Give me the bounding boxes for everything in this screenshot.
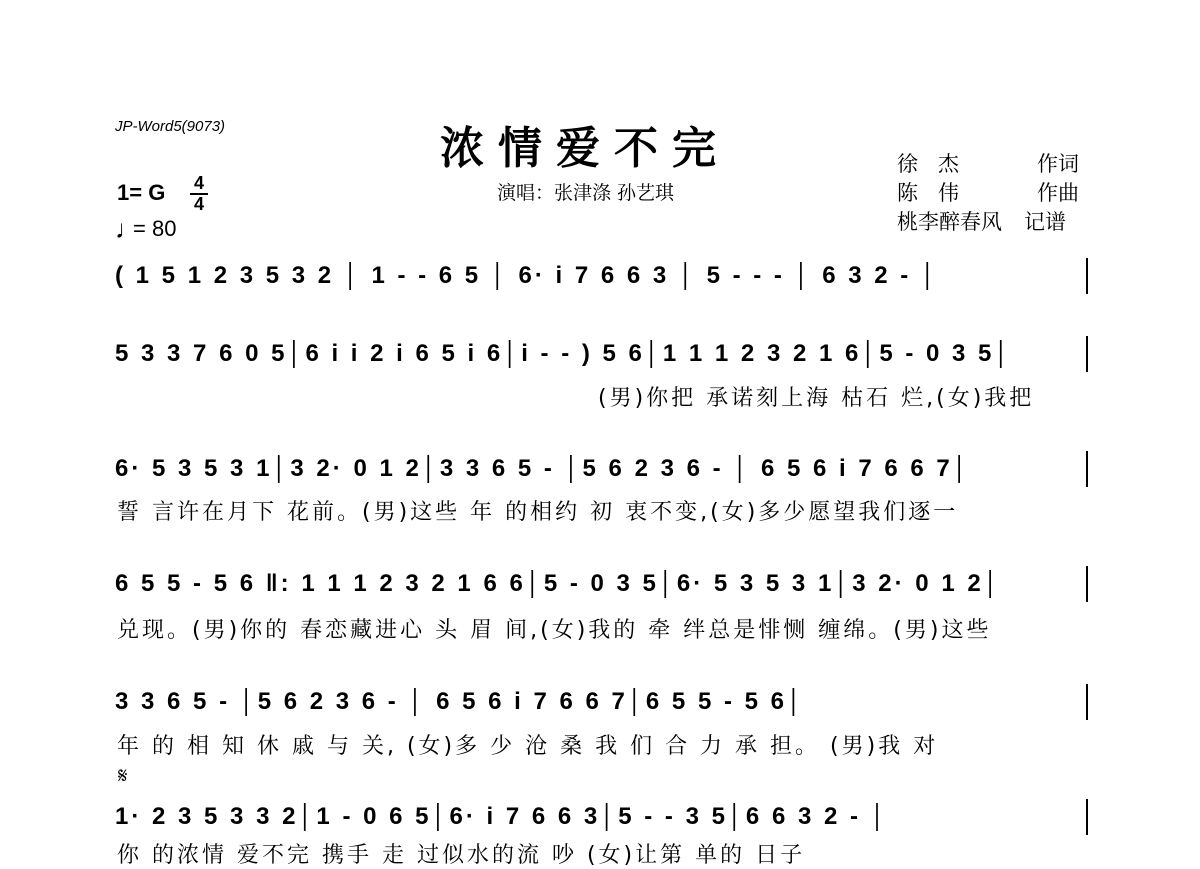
performers: 演唱：张津涤 孙艺琪 <box>497 182 675 204</box>
transcriber-name: 桃李醉春风 <box>897 210 1002 234</box>
transcriber-role: 记谱 <box>1024 210 1066 234</box>
system-4-lyrics: 兑现。(男)你的 春恋藏进心 头 眉 间,(女)我的 牵 绊总是悱恻 缠绵。(男)这些 <box>117 618 992 643</box>
system-5-lyrics: 年 的 相 知 休 戚 与 关, (女)多 少 沧 桑 我 们 合 力 承 担。 (男)我 对 <box>117 734 939 759</box>
lyricist-credit <box>897 148 1087 178</box>
lyricist-name: 徐 杰 <box>897 152 960 176</box>
system-5-end-barline <box>1086 684 1088 720</box>
time-signature <box>190 174 208 213</box>
system-1-end-barline <box>1086 258 1088 294</box>
system-3-notes: 6· 5 3 5 3 1│3 2· 0 1 2│3 3 6 5 - │5 6 2 3 6 - │ 6 5 6 i 7 6 6 7│ <box>115 455 971 482</box>
system-3-lyrics: 誓 言许在月下 花前。(男)这些 年 的相约 初 衷不变,(女)多少愿望我们逐一 <box>117 500 959 525</box>
system-6-notes: 1· 2 3 5 3 3 2│1 - 0 6 5│6· i 7 6 6 3│5 - - 3 5│6 6 3 2 - │ <box>115 803 889 830</box>
composer-role: 作曲 <box>1037 181 1079 205</box>
lyricist-role: 作词 <box>1037 152 1079 176</box>
system-1-notes: ( 1 5 1 2 3 5 3 2 │ 1 - - 6 5 │ 6· i 7 6 6 3 │ 5 - - - │ 6 3 2 - │ <box>115 262 939 289</box>
tempo-value: = 80 <box>133 216 177 241</box>
system-5-notes: 3 3 6 5 - │5 6 2 3 6 - │ 6 5 6 i 7 6 6 7│6 5 5 - 5 6│ <box>115 688 805 715</box>
time-signature-top: 4 <box>193 173 204 193</box>
system-4-notes: 6 5 5 - 5 6 ‖: 1 1 1 2 3 2 1 6 6│5 - 0 3 5│6· 5 3 5 3 1│3 2· 0 1 2│ <box>115 570 1002 597</box>
key-signature: 1= G <box>117 180 166 205</box>
system-6-lyrics: 你 的浓情 爱不完 携手 走 过似水的流 吵 (女)让第 单的 日子 <box>117 843 806 868</box>
system-6-end-barline <box>1086 799 1088 835</box>
song-title: 浓情爱不完 <box>440 123 730 174</box>
composer-credit <box>897 177 1087 207</box>
system-4-end-barline <box>1086 566 1088 602</box>
system-2-notes: 5 3 3 7 6 0 5│6 i i 2 i 6 5 i 6│i - - ) 5 6│1 1 1 2 3 2 1 6│5 - 0 3 5│ <box>115 340 1013 367</box>
quarter-note-icon: ♩ <box>115 214 141 244</box>
system-2-lyrics: (男)你把 承诺刻上海 枯石 烂,(女)我把 <box>598 386 1035 411</box>
composer-name: 陈 伟 <box>897 181 960 205</box>
software-watermark: JP-Word5(9073) <box>115 118 226 135</box>
transcriber-credit <box>897 206 1087 236</box>
segno-sign: 𝄋 <box>118 764 128 789</box>
time-signature-bottom: 4 <box>190 193 208 213</box>
system-3-end-barline <box>1086 451 1088 487</box>
system-2-end-barline <box>1086 336 1088 372</box>
